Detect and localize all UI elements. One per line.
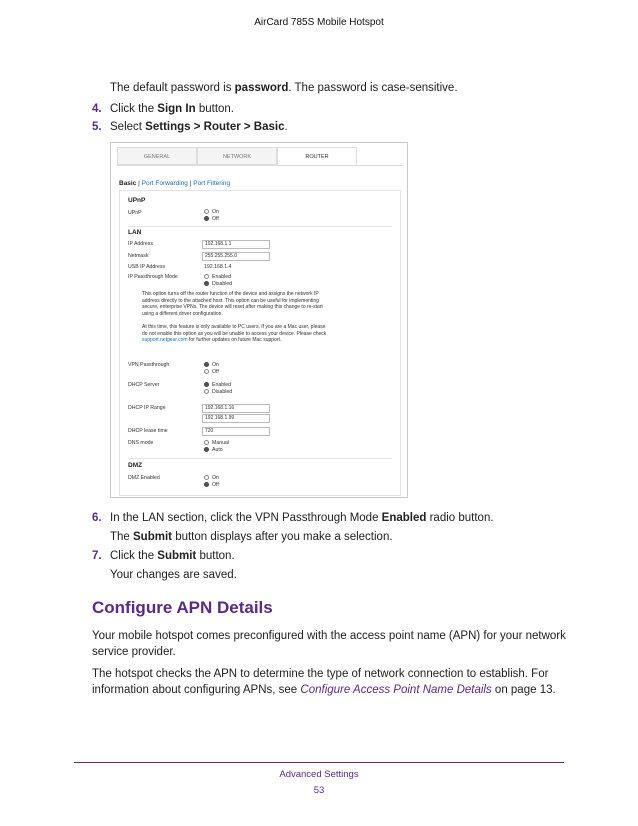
section-paragraph-1: Your mobile hotspot comes preconfigured with the access point name (APN) for your network service provider. bbox=[92, 630, 566, 658]
vpn-on-radio[interactable] bbox=[204, 362, 219, 369]
dmz-heading: DMZ bbox=[128, 462, 143, 469]
step-6 bbox=[92, 510, 494, 526]
radio-dot bbox=[204, 209, 209, 214]
dhcp-range-label: DHCP IP Range bbox=[128, 405, 166, 411]
usb-ip-value: 192.168.1.4 bbox=[204, 264, 232, 270]
dmz-enabled-label: DMZ Enabled bbox=[128, 475, 160, 481]
step-text: In the LAN section, click the VPN Passthrough Mode bbox=[110, 512, 382, 524]
radio-label: Off bbox=[212, 369, 219, 375]
radio-dot bbox=[204, 216, 209, 221]
radio-label: Auto bbox=[212, 447, 223, 453]
paragraph-text-end: on page 13. bbox=[491, 684, 556, 696]
dhcp-disabled-radio[interactable] bbox=[204, 389, 232, 396]
sublink-separator: | bbox=[187, 180, 194, 187]
tab-router[interactable]: ROUTER bbox=[277, 147, 357, 165]
radio-dot bbox=[204, 475, 209, 480]
section-paragraph-2 bbox=[92, 666, 572, 698]
sublink-basic[interactable]: Basic bbox=[119, 180, 137, 187]
running-header: AirCard 785S Mobile Hotspot bbox=[254, 17, 384, 28]
radio-label: Enabled bbox=[212, 382, 232, 388]
divider bbox=[128, 458, 392, 459]
step-number: 6. bbox=[92, 512, 102, 524]
divider bbox=[128, 226, 392, 227]
ip-address-field[interactable]: 192.168.1.1 bbox=[202, 240, 270, 249]
lease-time-field[interactable]: 720 bbox=[202, 427, 270, 436]
paragraph-text: The hotspot checks the APN to determine the type of network connection to establish. For information about configuring APNs, see bbox=[92, 668, 549, 696]
passthrough-disabled-radio[interactable] bbox=[204, 281, 232, 288]
radio-dot bbox=[204, 447, 209, 452]
dns-mode-label: DNS mode bbox=[128, 440, 154, 446]
tab-general[interactable]: GENERAL bbox=[117, 147, 197, 165]
followup-bold: Submit bbox=[133, 531, 172, 543]
dhcp-server-label: DHCP Server bbox=[128, 382, 160, 388]
step-bold: Sign In bbox=[157, 103, 196, 115]
step-number: 4. bbox=[92, 103, 102, 115]
upnp-off-radio[interactable] bbox=[204, 216, 219, 223]
section-heading: Configure APN Details bbox=[92, 598, 273, 617]
radio-label: Off bbox=[212, 482, 219, 488]
step-bold: Submit bbox=[157, 550, 197, 562]
dmz-on-radio[interactable] bbox=[204, 475, 219, 482]
radio-dot bbox=[204, 382, 209, 387]
dns-manual-radio[interactable] bbox=[204, 440, 229, 447]
radio-label: Enabled bbox=[212, 274, 232, 280]
step-text-end: . bbox=[284, 121, 288, 133]
radio-label: Off bbox=[212, 216, 219, 222]
dns-auto-radio[interactable] bbox=[204, 447, 223, 454]
mac-note bbox=[142, 324, 332, 344]
step-6-followup bbox=[110, 529, 393, 545]
step-4 bbox=[92, 101, 234, 117]
step-text: Click the bbox=[110, 103, 158, 115]
lease-time-label: DHCP lease time bbox=[128, 428, 168, 434]
step-number: 5. bbox=[92, 121, 102, 133]
sublink-port-forwarding[interactable]: Port Forwarding bbox=[141, 180, 188, 187]
intro-text: The default password is bbox=[110, 82, 235, 94]
radio-label: Manual bbox=[212, 440, 230, 446]
apn-details-link[interactable]: Configure Access Point Name Details bbox=[300, 684, 492, 696]
ip-address-label: IP Address bbox=[128, 241, 153, 247]
step-bold: Enabled bbox=[381, 512, 427, 524]
passthrough-note: This option turns off the router function of the device and assigns the network IP address directly to the attached host. This option can be useful for implementing secure, enterprise VPNs. The device will reset after making this change to re-start using a different driver configuration. bbox=[142, 291, 323, 317]
note-text-end: for further updates on future Mac support. bbox=[187, 337, 282, 344]
radio-label: Disabled bbox=[212, 281, 233, 287]
lan-heading: LAN bbox=[128, 229, 142, 236]
passthrough-enabled-radio[interactable] bbox=[204, 274, 231, 281]
netmask-label: Netmask bbox=[128, 253, 149, 259]
ip-passthrough-label: IP Passthrough Mode bbox=[128, 274, 178, 280]
settings-tabs bbox=[117, 147, 403, 165]
radio-label: On bbox=[212, 209, 219, 215]
radio-label: Disabled bbox=[212, 389, 233, 395]
upnp-label: UPnP bbox=[128, 210, 142, 216]
support-link[interactable]: support.netgear.com bbox=[142, 337, 188, 344]
step-number: 7. bbox=[92, 550, 102, 562]
router-sublinks bbox=[119, 180, 230, 187]
sublink-separator: | bbox=[136, 180, 142, 187]
followup-text-end: button displays after you make a selection. bbox=[172, 531, 393, 543]
dmz-off-radio[interactable] bbox=[204, 482, 219, 489]
usb-ip-label: USB IP Address bbox=[128, 264, 166, 270]
step-text: Click the bbox=[110, 550, 158, 562]
step-7 bbox=[92, 548, 235, 564]
radio-dot bbox=[204, 389, 209, 394]
dhcp-range-end-field[interactable]: 192.168.1.99 bbox=[202, 414, 270, 423]
followup-text: The bbox=[110, 531, 134, 543]
page-number: 53 bbox=[313, 785, 325, 796]
radio-dot bbox=[204, 369, 209, 374]
netmask-field[interactable]: 255.255.255.0 bbox=[202, 252, 270, 261]
dhcp-enabled-radio[interactable] bbox=[204, 382, 231, 389]
step-text-end: button. bbox=[195, 103, 235, 115]
settings-form bbox=[119, 190, 401, 496]
sublink-port-filtering[interactable]: Port Filtering bbox=[193, 180, 231, 187]
radio-dot bbox=[204, 274, 209, 279]
password-word: password bbox=[234, 82, 289, 94]
intro-paragraph bbox=[110, 80, 458, 96]
footer-chapter: Advanced Settings bbox=[279, 769, 359, 780]
radio-dot bbox=[204, 281, 209, 286]
footer-rule bbox=[74, 762, 564, 763]
intro-text-end: . The password is case-sensitive. bbox=[288, 82, 458, 94]
vpn-off-radio[interactable] bbox=[204, 369, 219, 376]
tab-network[interactable]: NETWORK bbox=[197, 147, 277, 165]
radio-dot bbox=[204, 440, 209, 445]
step-5 bbox=[92, 119, 288, 135]
step-text: Select bbox=[110, 121, 146, 133]
router-settings-screenshot bbox=[110, 142, 408, 498]
vpn-passthrough-label: VPN Passthrough bbox=[128, 362, 170, 368]
note-text: At this time, this feature is only available to PC users. If you are a Mac user, please do not enable this option as you will be unable to access your device. Please check bbox=[142, 324, 327, 337]
step-text-end: radio button. bbox=[426, 512, 494, 524]
dhcp-range-start-field[interactable]: 192.168.1.16 bbox=[202, 404, 270, 413]
upnp-on-radio[interactable] bbox=[204, 209, 219, 216]
radio-dot bbox=[204, 362, 209, 367]
step-text-end: button. bbox=[196, 550, 235, 562]
radio-dot bbox=[204, 482, 209, 487]
upnp-heading: UPnP bbox=[128, 197, 146, 204]
step-7-followup: Your changes are saved. bbox=[110, 569, 237, 581]
radio-label: On bbox=[212, 475, 219, 481]
radio-label: On bbox=[212, 362, 219, 368]
step-bold: Settings > Router > Basic bbox=[145, 121, 285, 133]
tab-divider bbox=[117, 165, 403, 166]
